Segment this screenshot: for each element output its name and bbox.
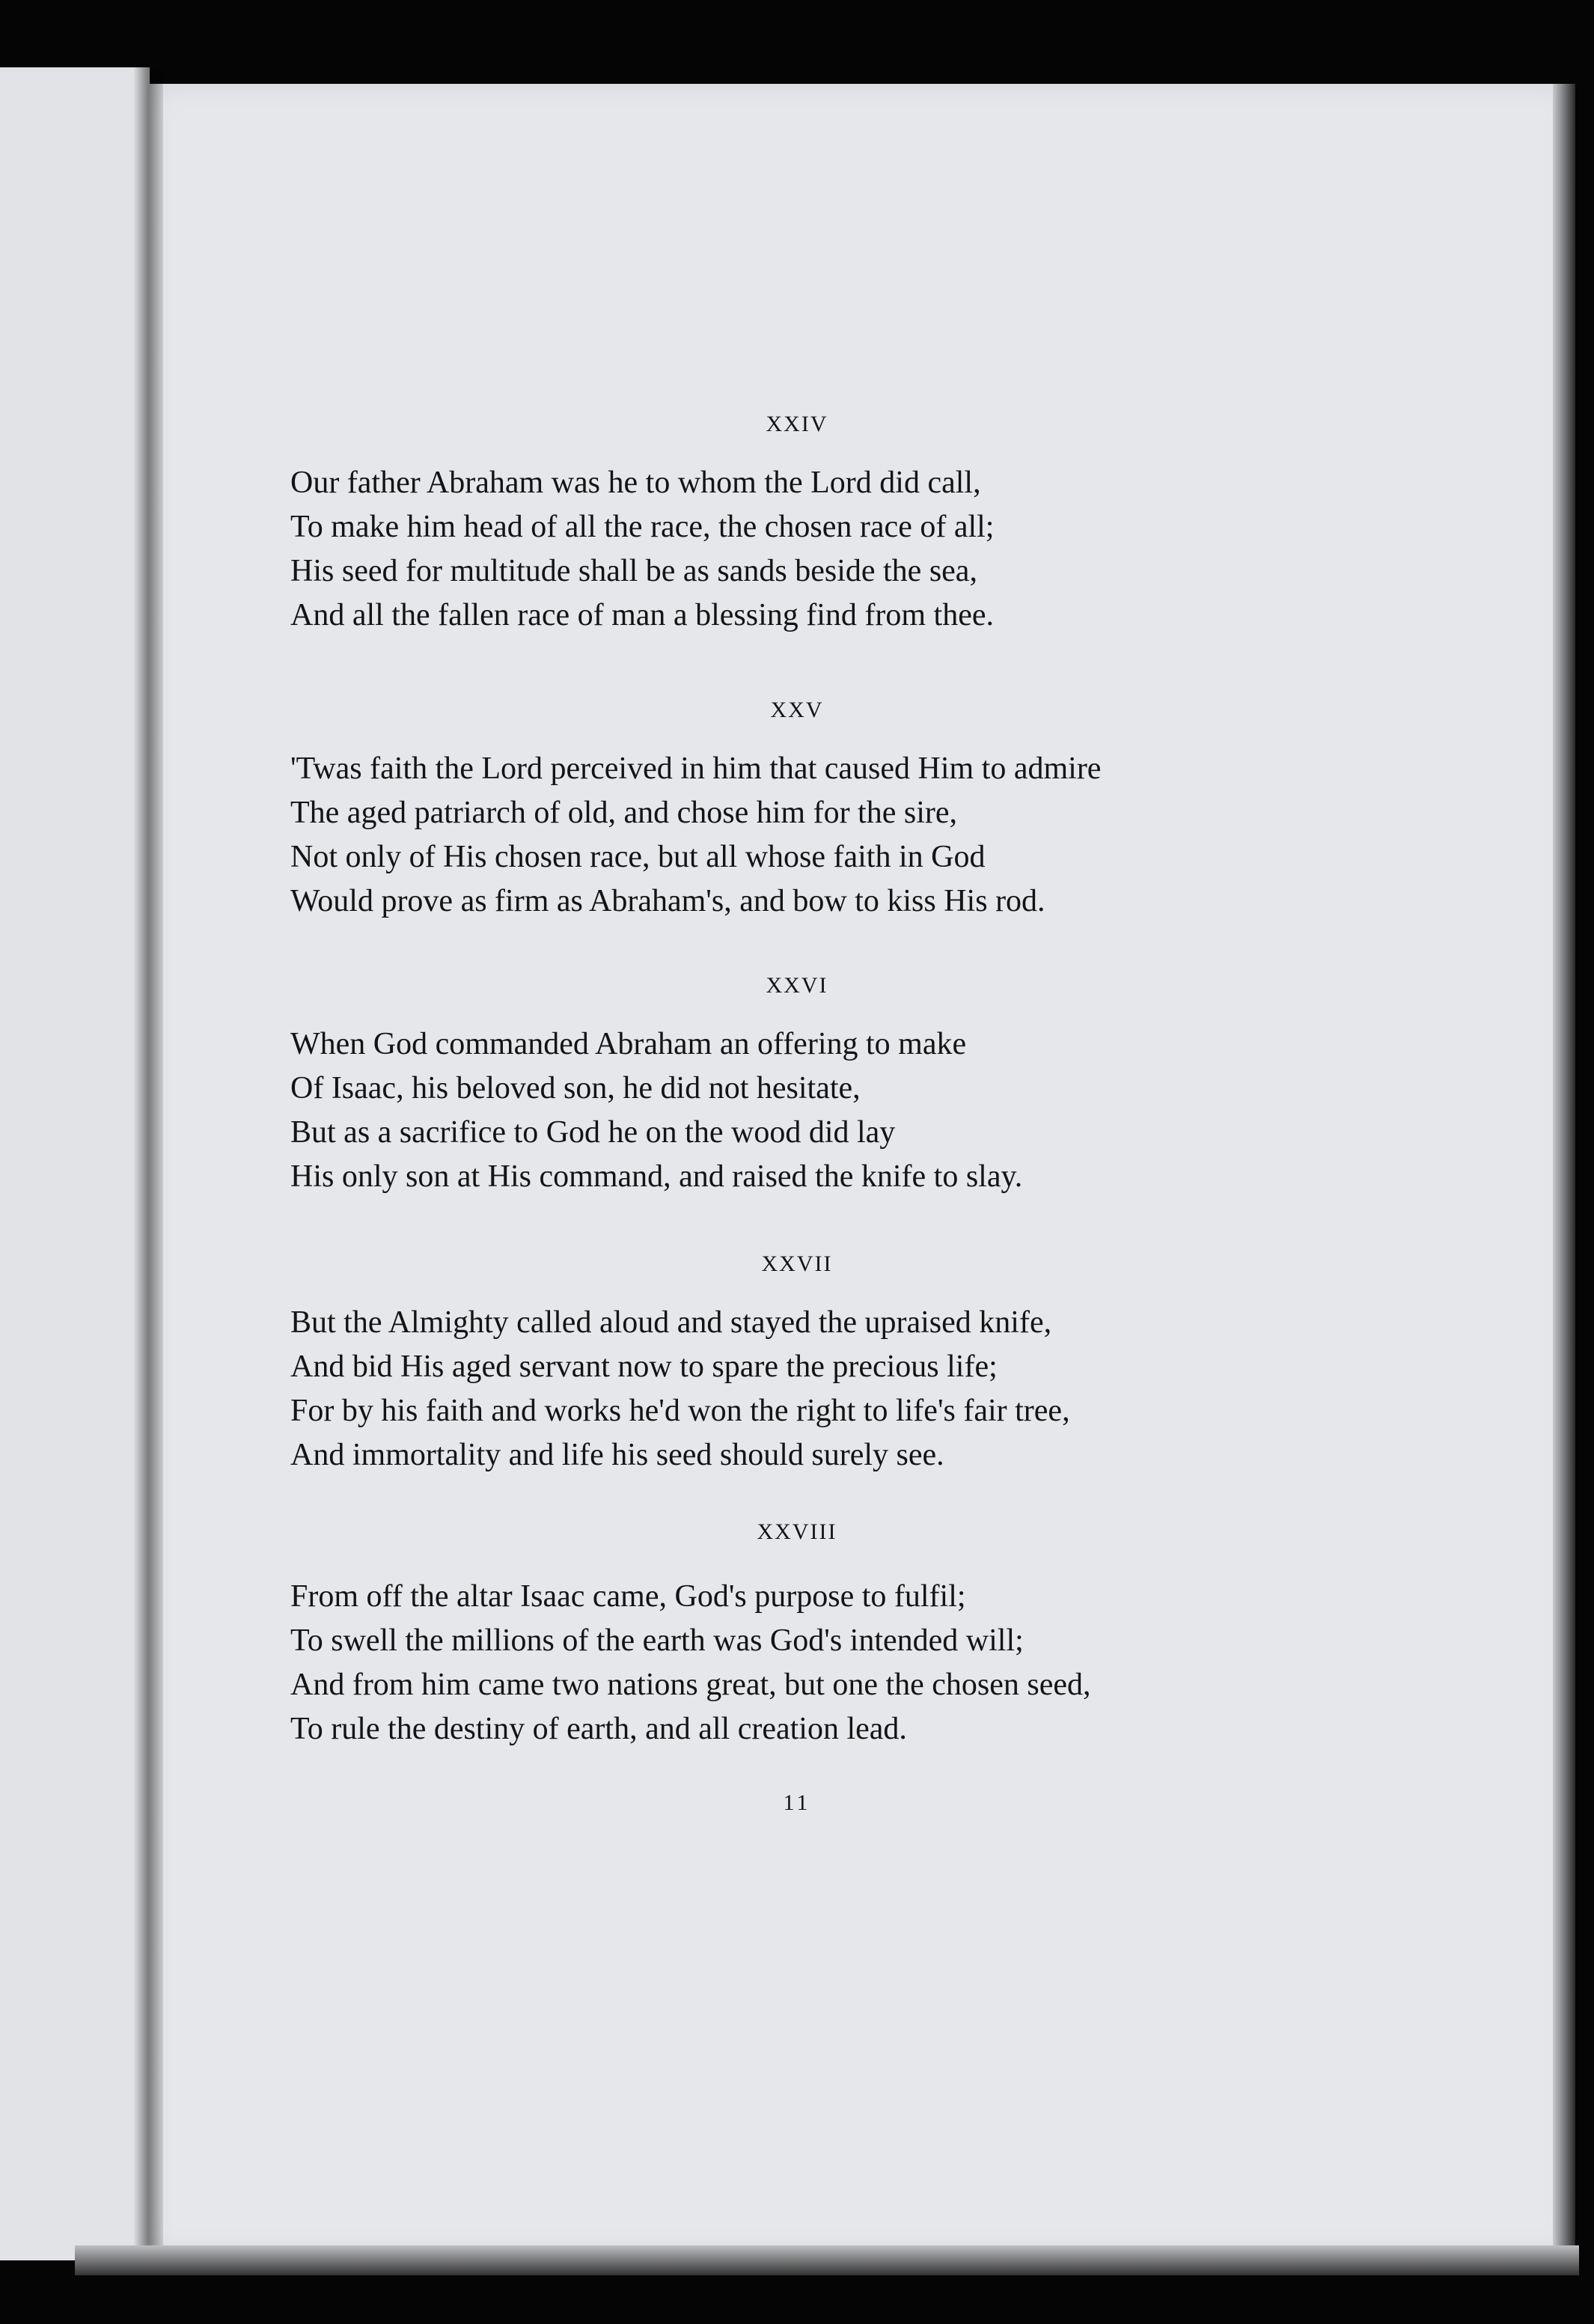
verse-line: 'Twas faith the Lord perceived in him that caused Him to admire <box>290 751 1102 786</box>
stanza-xxviii <box>290 1575 1338 1751</box>
verse-line: His only son at His command, and raised the knife to slay. <box>290 1159 1023 1194</box>
verse-line: And bid His aged servant now to spare the precious life; <box>290 1349 998 1384</box>
stanza-numeral: XXV <box>770 698 824 722</box>
verse-line: And immortality and life his seed should surely see. <box>290 1438 944 1472</box>
verse-line: The aged patriarch of old, and chose him for the sire, <box>290 796 958 830</box>
stanza-xxvi <box>290 1022 1338 1199</box>
verse-line: Our father Abraham was he to whom the Lord did call, <box>290 466 981 500</box>
stanza-numeral: XXVI <box>766 973 828 998</box>
stanza-xxiv <box>290 461 1338 638</box>
stanza-numeral: XXVIII <box>757 1519 837 1544</box>
verse-line: And all the fallen race of man a blessing find from thee. <box>290 598 994 632</box>
verse-line: To rule the destiny of earth, and all creation lead. <box>290 1712 907 1746</box>
stanza-xxv <box>290 747 1338 924</box>
verse-line: But as a sacrifice to God he on the wood did lay <box>290 1115 896 1150</box>
verse-line: Would prove as firm as Abraham's, and bow to kiss His rod. <box>290 884 1045 918</box>
verse-line: When God commanded Abraham an offering to make <box>290 1027 967 1061</box>
page-number: 11 <box>783 1790 811 1815</box>
stanza-numeral: XXIV <box>766 412 828 436</box>
verse-line: To make him head of all the race, the chosen race of all; <box>290 510 995 544</box>
verse-line: To swell the millions of the earth was God's intended will; <box>290 1623 1024 1658</box>
verse-line: Not only of His chosen race, but all whose faith in God <box>290 840 986 874</box>
verse-line: And from him came two nations great, but one the chosen seed, <box>290 1668 1091 1702</box>
verse-line: For by his faith and works he'd won the right to life's fair tree, <box>290 1394 1070 1428</box>
stanza-numeral: XXVII <box>761 1251 833 1276</box>
stanza-xxvii <box>290 1301 1338 1477</box>
verse-line: From off the altar Isaac came, God's purpose to fulfil; <box>290 1579 966 1614</box>
verse-line: But the Almighty called aloud and stayed the upraised knife, <box>290 1305 1052 1340</box>
verse-line: His seed for multitude shall be as sands beside the sea, <box>290 554 977 588</box>
verse-line: Of Isaac, his beloved son, he did not hesitate, <box>290 1071 861 1105</box>
